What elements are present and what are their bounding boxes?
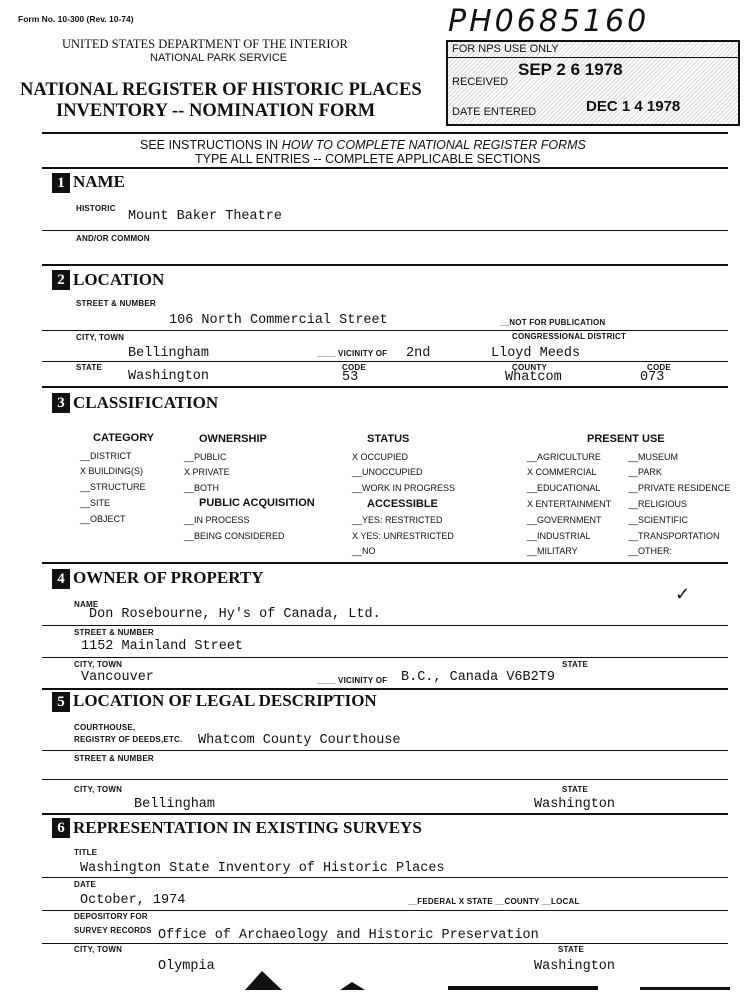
survey-city-label: CITY, TOWN (74, 945, 123, 954)
handwritten-reference: PH0685160 (448, 4, 650, 39)
received-label: RECEIVED (452, 76, 509, 88)
rule (42, 386, 728, 388)
county-code-value: 073 (640, 370, 665, 385)
status-occupied: X OCCUPIED (352, 452, 409, 462)
legal-state-label: STATE (562, 785, 589, 794)
scan-artifacts (0, 965, 747, 1000)
survey-state-value: Washington (534, 959, 616, 974)
scan-edge (640, 987, 730, 990)
rule (42, 361, 728, 362)
instructions-italic: HOW TO COMPLETE NATIONAL REGISTER FORMS (281, 138, 586, 152)
ownership-public: __PUBLIC (184, 452, 227, 462)
rule (42, 688, 728, 690)
use-industrial: __INDUSTRIAL (527, 531, 591, 541)
survey-title-label: TITLE (74, 848, 98, 857)
use-museum: __MUSEUM (628, 452, 679, 462)
state-value: Washington (128, 369, 210, 384)
use-religious: __RELIGIOUS (628, 499, 688, 509)
state-label: STATE (76, 363, 103, 372)
courthouse-label: COURTHOUSE, (74, 723, 136, 732)
county-code-label: CODE (647, 363, 671, 372)
congress-label: CONGRESSIONAL DISTRICT (512, 332, 627, 341)
instructions-prefix: SEE INSTRUCTIONS IN (140, 138, 282, 152)
acquisition-heading: PUBLIC ACQUISITION (199, 497, 315, 509)
use-educational: __EDUCATIONAL (527, 483, 601, 493)
status-work-in-progress: __WORK IN PROGRESS (352, 483, 456, 493)
rule (42, 264, 728, 266)
section-2-number: 2 (52, 270, 70, 290)
survey-state-label: STATE (558, 945, 585, 954)
registry-label: REGISTRY OF DEEDS,ETC. (74, 735, 183, 744)
legal-street-label: STREET & NUMBER (74, 754, 154, 763)
use-park: __PARK (628, 467, 662, 477)
section-6-number: 6 (52, 818, 70, 838)
rule (42, 877, 728, 878)
congress-value: Lloyd Meeds (491, 346, 581, 361)
vicinity-label-text: VICINITY OF (338, 349, 388, 358)
vicinity-value: 2nd (406, 346, 431, 361)
accessible-unrestricted: X YES: UNRESTRICTED (352, 531, 454, 541)
acquisition-being-considered: __BEING CONSIDERED (184, 531, 285, 541)
owner-name-value: Don Rosebourne, Hy's of Canada, Ltd. (89, 607, 381, 622)
owner-street-value: 1152 Mainland Street (81, 639, 244, 654)
owner-vicinity-label: ____ VICINITY OF (317, 676, 388, 685)
accessible-heading: ACCESSIBLE (367, 498, 438, 510)
county-value: Whatcom (505, 370, 562, 385)
section-4-title: OWNER OF PROPERTY (73, 568, 264, 587)
form-title-line2: INVENTORY -- NOMINATION FORM (56, 101, 376, 121)
not-for-publication: __NOT FOR PUBLICATION (500, 318, 606, 327)
section-2-title: LOCATION (73, 270, 165, 289)
category-buildings: X BUILDING(S) (80, 466, 144, 476)
legal-city-label: CITY, TOWN (74, 785, 123, 794)
rule (42, 230, 728, 231)
survey-date-label: DATE (74, 880, 96, 889)
accessible-restricted: __YES: RESTRICTED (352, 515, 443, 525)
survey-title-value: Washington State Inventory of Historic Places (80, 861, 445, 876)
depository-label: DEPOSITORY FOR (74, 912, 148, 921)
owner-vicinity-label-text: VICINITY OF (338, 676, 388, 685)
county-label: COUNTY (512, 363, 547, 372)
instructions-line1 (140, 138, 586, 152)
owner-state-label: STATE (562, 660, 589, 669)
ownership-heading: OWNERSHIP (199, 433, 267, 445)
legal-state-value: Washington (534, 797, 616, 812)
rule (42, 750, 728, 751)
status-unoccupied: __UNOCCUPIED (352, 467, 423, 477)
section-4-number: 4 (52, 569, 70, 589)
survey-city-value: Olympia (158, 959, 215, 974)
state-code-value: 53 (342, 370, 359, 385)
check-mark-icon: ✓ (675, 584, 691, 604)
code-label: CODE (342, 363, 366, 372)
rule (42, 910, 728, 911)
city-value: Bellingham (128, 346, 210, 361)
rule (42, 625, 728, 626)
ownership-private: X PRIVATE (184, 467, 230, 477)
owner-city-label: CITY, TOWN (74, 660, 123, 669)
nps-use-box (446, 40, 740, 126)
vicinity-label: ____ VICINITY OF (317, 349, 388, 358)
service-name: NATIONAL PARK SERVICE (150, 52, 288, 64)
owner-city-value: Vancouver (81, 670, 154, 685)
historic-name-value: Mount Baker Theatre (128, 209, 282, 224)
category-structure: __STRUCTURE (80, 482, 146, 492)
use-entertainment: X ENTERTAINMENT (527, 499, 612, 509)
category-district: __DISTRICT (80, 451, 132, 461)
rule (42, 657, 728, 658)
department-name: UNITED STATES DEPARTMENT OF THE INTERIOR (62, 37, 348, 51)
rule (42, 943, 728, 944)
nps-box-divider (448, 57, 738, 58)
section-6-title: REPRESENTATION IN EXISTING SURVEYS (73, 818, 422, 837)
section-1-title: NAME (73, 172, 125, 191)
use-commercial: X COMMERCIAL (527, 467, 597, 477)
category-site: __SITE (80, 498, 111, 508)
section-5-number: 5 (52, 692, 70, 712)
rule (42, 813, 728, 815)
nps-use-label: FOR NPS USE ONLY (452, 43, 559, 55)
accessible-no: __NO (352, 546, 376, 556)
use-military: __MILITARY (527, 546, 578, 556)
rule (42, 562, 728, 564)
scan-blot (340, 982, 365, 990)
street-label: STREET & NUMBER (76, 299, 156, 308)
common-name-label: AND/OR COMMON (76, 234, 150, 243)
historic-label: HISTORIC (76, 204, 116, 213)
survey-levels: __FEDERAL X STATE __COUNTY __LOCAL (408, 897, 580, 906)
date-entered-stamp: DEC 1 4 1978 (586, 98, 681, 115)
rule (42, 330, 728, 331)
owner-vicinity-value: B.C., Canada V6B2T9 (401, 670, 555, 685)
use-other: __OTHER: (628, 546, 673, 556)
section-3-title: CLASSIFICATION (73, 393, 219, 412)
owner-street-label: STREET & NUMBER (74, 628, 154, 637)
form-title-line1: NATIONAL REGISTER OF HISTORIC PLACES (20, 80, 422, 100)
use-scientific: __SCIENTIFIC (628, 515, 689, 525)
section-3-number: 3 (52, 393, 70, 413)
city-label: CITY, TOWN (76, 333, 125, 342)
ownership-both: __BOTH (184, 483, 220, 493)
received-date-stamp: SEP 2 6 1978 (518, 60, 623, 79)
rule (42, 779, 728, 780)
courthouse-value: Whatcom County Courthouse (198, 733, 401, 748)
category-object: __OBJECT (80, 514, 126, 524)
use-transportation: __TRANSPORTATION (628, 531, 720, 541)
acquisition-in-process: __IN PROCESS (184, 515, 250, 525)
survey-date-value: October, 1974 (80, 893, 186, 908)
scan-blot (245, 971, 282, 990)
legal-city-value: Bellingham (134, 797, 216, 812)
use-private-residence: __PRIVATE RESIDENCE (628, 483, 731, 493)
instructions-rule (42, 167, 728, 169)
present-use-heading: PRESENT USE (587, 433, 665, 445)
form-number: Form No. 10-300 (Rev. 10-74) (18, 14, 134, 24)
category-heading: CATEGORY (93, 432, 155, 444)
section-5-title: LOCATION OF LEGAL DESCRIPTION (73, 691, 377, 710)
status-heading: STATUS (367, 433, 410, 445)
section-1-number: 1 (52, 173, 70, 193)
survey-records-label: SURVEY RECORDS (74, 926, 152, 935)
scan-edge (448, 986, 598, 990)
street-value: 106 North Commercial Street (169, 313, 388, 328)
depository-value: Office of Archaeology and Historic Preservation (158, 928, 539, 943)
header-rule (42, 132, 728, 134)
instructions-line2: TYPE ALL ENTRIES -- COMPLETE APPLICABLE SECTIONS (195, 152, 541, 166)
use-agriculture: __AGRICULTURE (527, 452, 601, 462)
owner-name-label: NAME (74, 600, 99, 609)
use-government: __GOVERNMENT (527, 515, 602, 525)
date-entered-label: DATE ENTERED (452, 106, 537, 118)
